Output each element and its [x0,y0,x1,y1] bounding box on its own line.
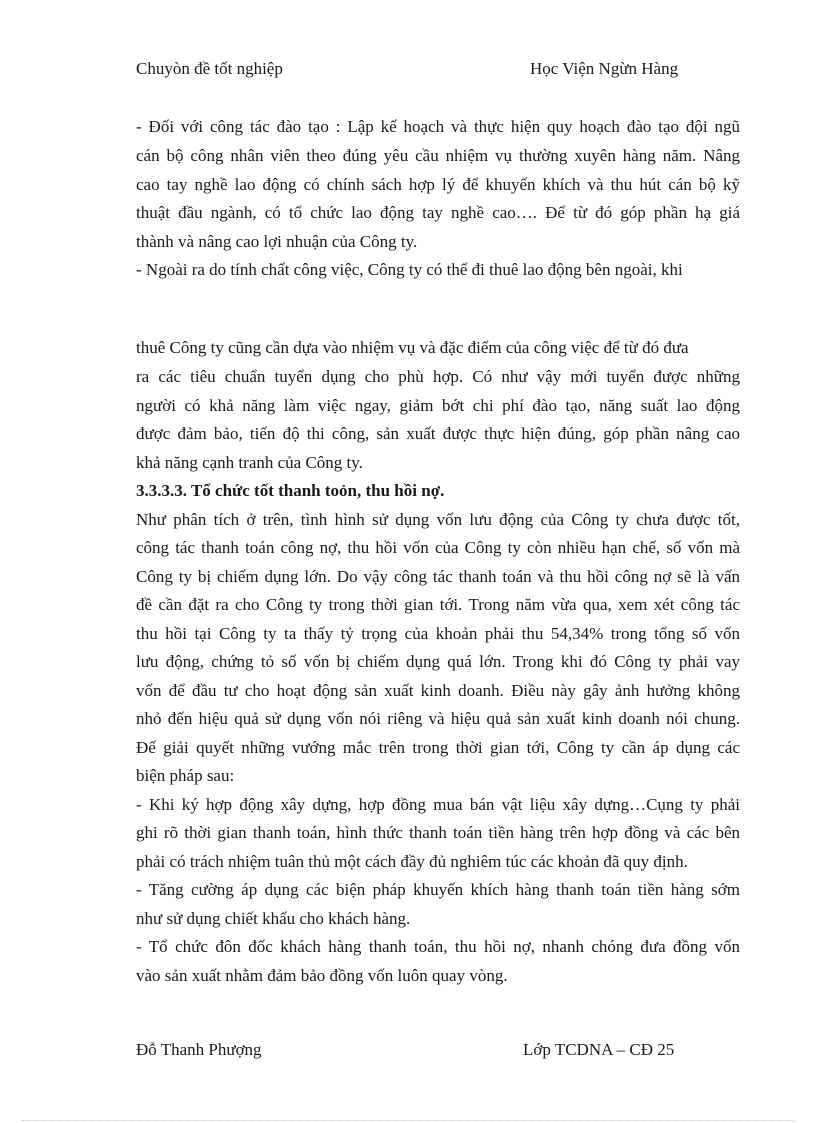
paragraph-line: ghi rõ thời gian thanh toán, hình thức thanh toán tiền hàng trên hợp đồng và các bên [136,823,740,842]
header-institution: Học Viện Ngừn Hàng [530,59,679,78]
paragraph-line: phải có trách nhiệm tuân thủ một cách đầy đủ nghiêm túc các khoản đã quy định. [136,852,688,871]
paragraph-line: - Tăng cường áp dụng các biện pháp khuyến khích hàng thanh toán tiền hàng sớm [136,880,740,899]
paragraph-line: - Đối với công tác đào tạo : Lập kế hoạch và thực hiện quy hoạch đào tạo đội ngũ [136,117,740,136]
paragraph-line: thuê Công ty cũng cần dựa vào nhiệm vụ và đặc điểm của công việc để từ đó đưa [136,338,689,357]
paragraph-line: - Ngoài ra do tính chất công việc, Công ty có thể đi thuê lao động bên ngoài, khi [136,260,683,279]
header-title: Chuyòn đề tốt nghiệp [136,59,283,78]
paragraph-line: như sử dụng chiết khấu cho khách hàng. [136,909,411,928]
paragraph-line: thu hồi tại Công ty ta thấy tỷ trọng của khoản phải thu 54,34% trong tổng số vốn [136,624,740,643]
paragraph-line: khả năng cạnh tranh của Công ty. [136,453,363,472]
paragraph-line: cán bộ công nhân viên theo đúng yêu cầu nhiệm vụ thường xuyên hàng năm. Nâng [136,146,740,165]
paragraph-line: thuật đầu ngành, có tổ chức lao động tay nghề cao…. Để từ đó góp phần hạ giá [136,203,740,222]
paragraph-line: vào sản xuất nhằm đảm bảo đồng vốn luôn quay vòng. [136,966,508,985]
paragraph-line: nhỏ đến hiệu quả sử dụng vốn nói riêng và hiệu quả sản xuất kinh doanh nói chung. [136,709,740,728]
paragraph-line: cao tay nghề lao động có chính sách hợp lý để khuyến khích và thu hút cán bộ kỹ [136,175,740,194]
footer-author: Đỗ Thanh Phượng [136,1040,262,1059]
paragraph-line: - Tổ chức đôn đốc khách hàng thanh toán, thu hồi nợ, nhanh chóng đưa đồng vốn [136,937,740,956]
paragraph-line: Để giải quyết những vướng mắc trên trong thời gian tới, Công ty cần áp dụng các [136,738,740,757]
page-bottom-rule [22,1120,794,1121]
paragraph-line: Công ty bị chiếm dụng lớn. Do vậy công tác thanh toán và thu hồi công nợ sẽ là vấn [136,567,740,586]
paragraph-line: biện pháp sau: [136,766,235,785]
section-heading: 3.3.3.3. Tổ chức tốt thanh toỏn, thu hồi nợ. [136,481,445,500]
paragraph-line: được đảm bảo, tiến độ thi công, sản xuất được thực hiện đúng, góp phần nâng cao [136,424,740,443]
paragraph-line: đề cần đặt ra cho Công ty trong thời gian tới. Trong năm vừa qua, xem xét công tác [136,595,740,614]
paragraph-line: lưu động, chứng tỏ số vốn bị chiếm dụng quá lớn. Trong khi đó Công ty phải vay [136,652,740,671]
footer-class: Lớp TCDNA – CĐ 25 [523,1040,675,1059]
paragraph-line: thành và nâng cao lợi nhuận của Công ty. [136,232,418,251]
paragraph-line: ra các tiêu chuẩn tuyển dụng cho phù hợp. Có như vậy mới tuyển được những [136,367,740,386]
paragraph-line: công tác thanh toán công nợ, thu hồi vốn của Công ty còn nhiều hạn chế, số vốn mà [136,538,740,557]
paragraph-line: Như phân tích ở trên, tình hình sử dụng vốn lưu động của Công ty chưa được tốt, [136,510,740,529]
paragraph-line: vốn để đầu tư cho hoạt động sản xuất kinh doanh. Điều này gây ảnh hưởng không [136,681,740,700]
paragraph-line: - Khi ký hợp động xây dựng, hợp đồng mua bán vật liệu xây dựng…Cụng ty phải [136,795,740,814]
paragraph-line: người có khả năng làm việc ngay, giảm bớt chi phí đào tạo, năng suất lao động [136,396,740,415]
